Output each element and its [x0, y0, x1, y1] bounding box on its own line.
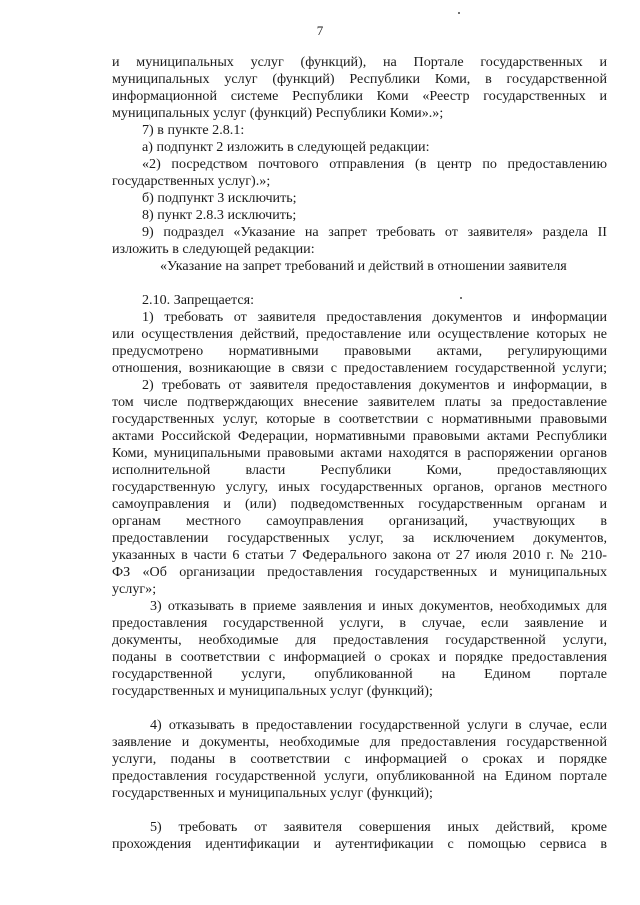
text-line: государственную услугу, иных государственных органов, органов местного	[112, 479, 607, 495]
text-line: 1) требовать от заявителя предоставления документов и информации	[142, 309, 607, 325]
text-line: отношения, возникающие в связи с предоставлением государственной услуги;	[112, 360, 607, 376]
text-line: и муниципальных услуг (функций), на Портале государственных и	[112, 54, 607, 70]
text-line: государственной услуги, опубликованной на Едином портале	[112, 666, 607, 682]
text-line: поданы в соответствии с информацией о сроках и порядке предоставления	[112, 649, 607, 665]
text-line: самоуправления и (или) подведомственных государственным органам и	[112, 496, 607, 512]
text-line: муниципальных услуг (функций) Республики Коми».»;	[112, 105, 444, 121]
text-line: изложить в следующей редакции:	[112, 241, 315, 257]
text-line: услуги, поданы в соответствии с информацией о сроках и порядке	[112, 751, 607, 767]
text-line: 9) подраздел «Указание на запрет требовать от заявителя» раздела II	[142, 224, 607, 240]
text-line: органам местного самоуправления организаций, участвующих в	[112, 513, 607, 529]
page-number: 7	[316, 23, 324, 38]
text-line: б) подпункт 3 исключить;	[142, 190, 297, 206]
text-line: муниципальных услуг (функций) Республики Коми, в государственной	[112, 71, 607, 87]
text-line: 2) требовать от заявителя предоставления документов и информации, в	[142, 377, 607, 393]
text-line: государственных услуг).»;	[112, 173, 271, 189]
text-line: предоставления государственной услуги, в случае, если заявление и	[112, 615, 607, 631]
text-line: том числе подтверждающих внесение заявителем платы за предоставление	[112, 394, 607, 410]
text-line: а) подпункт 2 изложить в следующей редакции:	[142, 139, 430, 155]
subsection-heading: «Указание на запрет требований и действий в отношении заявителя	[160, 258, 567, 274]
text-line: документы, необходимые для предоставления государственной услуги,	[112, 632, 607, 648]
text-line: 4) отказывать в предоставлении государственной услуги в случае, если	[150, 717, 607, 733]
text-line: заявление и документы, необходимые для предоставления государственной	[112, 734, 607, 750]
text-line: ФЗ «Об организации предоставления государственных и муниципальных	[112, 564, 607, 580]
text-line: предоставлении государственных услуг, за исключением документов,	[112, 530, 607, 546]
text-line: государственных и муниципальных услуг (функций);	[112, 785, 433, 801]
text-line: предоставления государственной услуги, опубликованной на Едином портале	[112, 768, 607, 784]
text-line: предусмотрено нормативными правовыми актами, регулирующими	[112, 343, 607, 359]
text-line: 5) требовать от заявителя совершения иных действий, кроме	[150, 819, 607, 835]
scan-speck	[458, 12, 460, 14]
text-line: государственных и муниципальных услуг (функций);	[112, 683, 433, 699]
text-line: указанных в части 6 статьи 7 Федерального закона от 27 июля 2010 г. № 210-	[112, 547, 607, 563]
text-line: актами Российской Федерации, нормативными правовыми актами Республики	[112, 428, 607, 444]
text-line: исполнительной власти Республики Коми, предоставляющих	[112, 462, 607, 478]
scan-speck	[460, 297, 462, 299]
text-line: услуг»;	[112, 581, 157, 597]
text-line: «2) посредством почтового отправления (в центр по предоставлению	[142, 156, 607, 172]
text-line: или осуществления действий, предоставление или осуществление которых не	[112, 326, 607, 342]
text-line: информационной системе Республики Коми «Реестр государственных и	[112, 88, 607, 104]
text-line: государственных услуг, которые в соответствии с нормативными правовыми	[112, 411, 607, 427]
text-line: Коми, муниципальными правовыми актами находятся в распоряжении органов	[112, 445, 607, 461]
text-line: 8) пункт 2.8.3 исключить;	[142, 207, 297, 223]
text-line: прохождения идентификации и аутентификации с помощью сервиса в	[112, 836, 607, 852]
text-line: 2.10. Запрещается:	[142, 292, 255, 308]
text-line: 7) в пункте 2.8.1:	[142, 122, 245, 138]
text-line: 3) отказывать в приеме заявления и иных документов, необходимых для	[150, 598, 607, 614]
